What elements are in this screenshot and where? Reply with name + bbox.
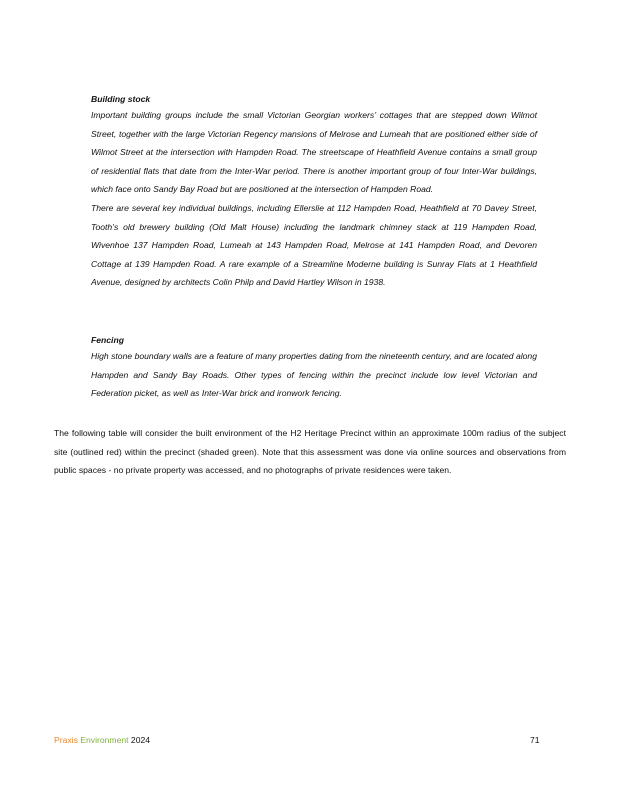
fencing-paragraph: High stone boundary walls are a feature of many properties dating from the nineteenth century, and are located along Hampden and Sandy Bay Roads. Other types of fencing within the precinct include low level Victorian and Federation picket, as well as Inter-War brick and ironwork fencing. (91, 351, 537, 399)
footer-brand-environment: Environment (80, 735, 129, 745)
building-stock-heading: Building stock (91, 94, 151, 104)
footer-year: 2024 (130, 735, 151, 745)
footer-brand (54, 734, 150, 746)
building-stock-paragraph-1: Important building groups include the small Victorian Georgian workers’ cottages that are stepped down Wilmot Street, together with the large Victorian Regency mansions of Melrose and Lumeah that are positioned either side of Wilmot Street at the intersection with Hampden Road. The streetscape of Heathfield Avenue contains a small group of residential flats that date from the Inter-War period. There is another important group of four Inter-War buildings, which face onto Sandy Bay Road but are positioned at the intersection of Hampden Road. (91, 110, 537, 195)
fencing-heading: Fencing (91, 335, 124, 345)
building-stock-paragraph-2: There are several key individual buildings, including Ellerslie at 112 Hampden Road, Heathfield at 70 Davey Street, Tooth’s old brewery building (Old Malt House) including the landmark chimney stack at 119 Hampden Road, Wivenhoe 137 Hampden Road, Lumeah at 143 Hampden Road, Melrose at 141 Hampden Road, and Devoren Cottage at 139 Hampden Road. A rare example of a Streamline Moderne building is Sunray Flats at 1 Heathfield Avenue, designed by architects Colin Philp and David Hartley Wilson in 1938. (91, 202, 537, 288)
footer-brand-praxis: Praxis (54, 735, 78, 745)
building-stock-section (91, 92, 537, 292)
fencing-section (91, 333, 537, 403)
page-number: 71 (530, 735, 540, 745)
body-paragraph: The following table will consider the built environment of the H2 Heritage Precinct within an approximate 100m radius of the subject site (outlined red) within the precinct (shaded green). Note that this assessment was done via online sources and observations from public spaces - no private property was accessed, and no photographs of private residences were taken. (54, 428, 566, 476)
